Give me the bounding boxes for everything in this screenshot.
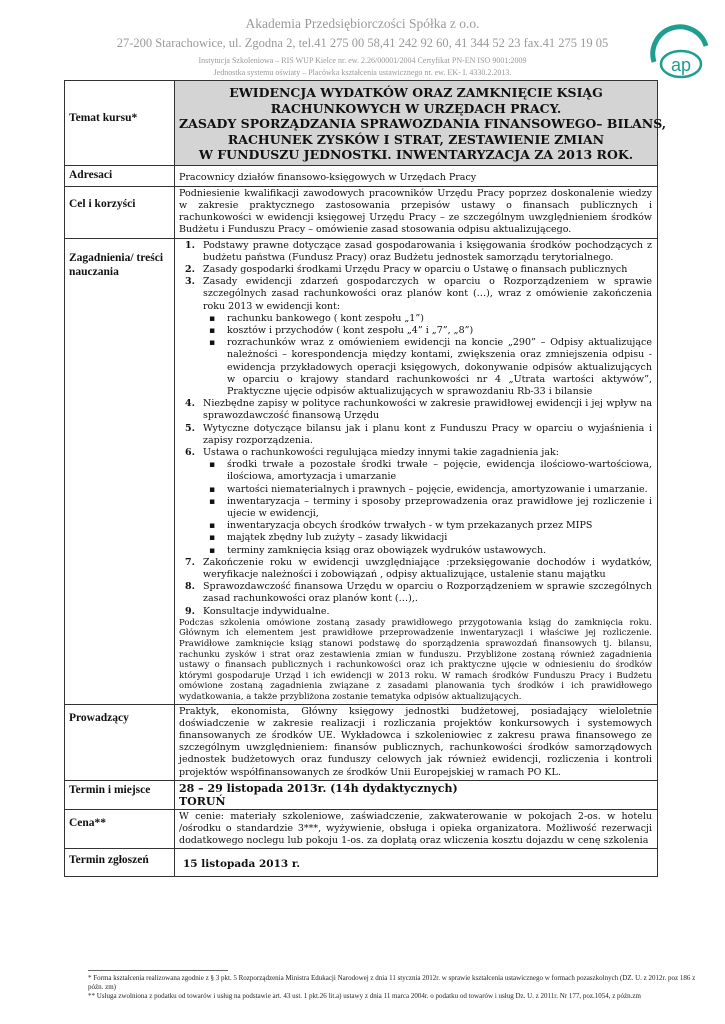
trainer-label: Prowadzący — [65, 704, 175, 780]
row-price — [65, 809, 658, 849]
registration-line-1: Instytucja Szkoleniowa – RIS WUP Kielce nr. ew. 2.26/00001/2004 Certyfikat PN-EN ISO 9001:2009 — [198, 56, 527, 65]
sub-item: ▪ terminy zamknięcia ksiąg oraz obowiązek wydruków ustawowych. — [203, 545, 652, 557]
registration-line-2: Jednostka systemu oświaty – Placówka kształcenia ustawicznego nr. ew. EK- I. 4330.2.2013. — [213, 68, 512, 77]
trainer-value: Praktyk, ekonomista, Główny księgowy jednostki budżetowej, posiadający wieloletnie doświadczenie w zakresie realizacji i rozliczania projektów konkursowych i systemowych finansowanych ze środków UE. Wykładowca i szkoleniowiec z zakresu prawa finansowego ze szczególnym uwzględnieniem: finansów publicznych, rachunkowości środków samorządowych jednostek budżetowych oraz funduszy celowych jak również ewidencji, rozliczenia i kontroli projektów współfinansowanych ze środków Unii Europejskiej w ramach PO KL. — [175, 704, 658, 780]
sub-item: ▪ rozrachunków wraz z omówieniem ewidencji na koncie „290” – Odpisy aktualizujące należności – korespondencja między kontami, zwiększenia oraz zmniejszenia odpisu - ewidencja przykładowych operacji księgowych, dokonywanie odpisów aktualizujących w oparciu o krajowy standard rachunkowości nr 4 „Utrata wartości aktywów”, Praktyczne ujęcie odpisów aktualizujących w sprawozdaniu Rb-33 i bilansie — [203, 337, 652, 398]
footnotes — [88, 974, 698, 1001]
deadline-label: Termin zgłoszeń — [65, 849, 175, 877]
price-value: W cenie: materiały szkoleniowe, zaświadczenie, zakwaterowanie w pokojach 2-os. w hotelu /ośrodku o standardzie 3***, wyżywienie, obsługa i opieka organizatora. Możliwość rezerwacji dodatkowego noclegu lub pokoju 1-os. za dopłatą oraz wliczenia kosztu dojazdu w cenę szkolenia — [175, 809, 658, 849]
row-goal — [65, 186, 658, 238]
topic-item: 3. Zasady ewidencji zdarzeń gospodarczych w oparciu o Rozporządzeniem w sprawie szczególnych zasad rachunkowości oraz planów kont (…), wraz z omówienie zakończenia roku 2013 w ewidencji kont: ▪ rachunku bankowego ( kont zespołu „1”) ▪ kosztów i przychodów ( kont zespołu „4” i „7”, „8”) ▪ rozrachunków wraz z omówieniem ewidencji na koncie „290” – Odpisy aktualizujące należności – korespondencja między kontami, zwiększenia oraz zmniejszenia odpisu - ewidencja przykładowych operacji księgowych, dokonywanie odpisów aktualizujących w oparciu o krajowy standard rachunkowości nr 4 „Utrata wartości aktywów”, Praktyczne ujęcie odpisów aktualizujących w sprawozdaniu Rb-33 i bilansie — [179, 276, 652, 398]
topics-list — [179, 240, 652, 618]
sub-item: ▪ środki trwałe a pozostałe środki trwałe – pojęcie, ewidencja ilościowo-wartościowa, ilościowa, amortyzacja i umarzanie — [203, 459, 652, 483]
course-place: TORUŃ — [179, 794, 226, 808]
topic-item: 2. Zasady gospodarki środkami Urzędu Pracy w oparciu o Ustawę o finansach publicznych — [185, 263, 628, 275]
deadline-value — [175, 849, 658, 877]
row-trainer — [65, 704, 658, 780]
title-line: RACHUNEK ZYSKÓW I STRAT, ZESTAWIENIE ZMIAN — [227, 131, 605, 147]
topic-item: 8. Sprawozdawczość finansowa Urzędu w oparciu o Rozporządzeniem w sprawie szczególnych zasad rachunkowości oraz planów kont (…),. — [185, 581, 652, 605]
title-label: Temat kursu* — [65, 81, 175, 166]
title-line: RACHUNKOWYCH W URZĘDACH PRACY. — [270, 100, 562, 116]
footnote-divider — [88, 970, 228, 971]
footnote-1: * Forma kształcenia realizowana zgodnie z § 3 pkt. 5 Rozporządzenia Ministra Edukacji Narodowej z dnia 11 stycznia 2012r. w sprawie kształcenia ustawicznego w formach pozaszkolnych (DZ. U. z 2012r. poz 186 z późn. zm) — [88, 974, 696, 991]
topic-6-sublist — [203, 459, 652, 557]
title-line: W FUNDUSZU JEDNOSTKI. INWENTARYZACJA ZA 2013 ROK. — [198, 147, 634, 162]
addressees-text: Pracownicy działów finansowo-księgowych w Urzędach Pracy — [179, 171, 477, 183]
topics-summary-note: Podczas szkolenia omówione zostaną zasady prawidłowego przygotowania ksiąg do zamknięcia roku. Głównym ich elementem jest prawidłowe przeprowadzenie inwentaryzacji i właściwe jej rozliczenie. Prawidłowe zamknięcie ksiąg stanowi podstawę do sporządzenia sprawozdań finansowych tj. bilansu, rachunku zysków i strat oraz zestawienia zmian w funduszu. Przybliżone zostaną również zagadnienia ustawy o finansach publicznych i rachunkowości oraz ich praktyczne ujęcie w odniesieniu do środków którymi gospodaruje Urząd i ich ewidencji w 2013 roku. W ramach środków Funduszu Pracy i Budżetu omówione zostaną zagadnienia związane z zasadami planowania tych środków i ich prawidłowego wydatkowania, a także przybliżona zostanie tematyka odpisów aktualizujących. — [179, 617, 652, 702]
sub-item: ▪ majątek zbędny lub zużyty – zasady likwidacji — [203, 532, 652, 544]
price-label: Cena** — [65, 809, 175, 849]
course-date: 28 – 29 listopada 2013r. (14h dydaktycznych) — [179, 781, 458, 795]
sub-item: ▪ wartości niematerialnych i prawnych – pojęcie, ewidencja, amortyzowanie i umarzanie. — [203, 484, 652, 496]
title-line: EWIDENCJA WYDATKÓW ORAZ ZAMKNIĘCIE KSIĄG — [229, 85, 603, 100]
company-address: 27-200 Starachowice, ul. Zgodna 2, tel.41 275 00 58,41 242 92 60, 41 344 52 23 fax.41 275 19 05 — [116, 36, 609, 50]
topic-3-sublist — [203, 313, 652, 398]
logo-text: ap — [670, 55, 692, 75]
topics-value — [175, 238, 658, 704]
topic-item: 4. Niezbędne zapisy w polityce rachunkowości w zakresie prawidłowej ewidencji i jej wpływ na sprawozdawczość finansową Urzędu — [185, 398, 652, 422]
company-logo — [648, 22, 714, 88]
footnote-2: ** Usługa zwolniona z podatku od towarów i usług na podstawie art. 43 ust. 1 pkt.26 lit.a) ustawy z dnia 11 marca 2004r. o podatku od towarów i usług Dz. U. z 2011r. Nr 177, poz.1054, z późn.zm — [88, 992, 641, 1000]
row-topics — [65, 238, 658, 704]
sub-item: ▪ rachunku bankowego ( kont zespołu „1”) — [203, 313, 652, 325]
topic-item: 9. Konsultacje indywidualne. — [185, 605, 330, 617]
row-date — [65, 780, 658, 809]
course-table — [64, 80, 667, 877]
row-deadline — [65, 849, 658, 877]
sub-item: ▪ inwentaryzacja obcych środków trwałych - w tym przekazanych przez MIPS — [203, 520, 652, 532]
course-title — [175, 81, 667, 166]
date-value — [175, 780, 658, 809]
deadline-text: 15 listopada 2013 r. — [183, 858, 301, 871]
topics-label: Zagadnienia/ treści nauczania — [65, 238, 175, 704]
row-title — [65, 81, 658, 166]
topic-item: 5. Wytyczne dotyczące bilansu jak i planu kont z Funduszu Pracy w oparciu o wyjaśnienia i zapisy rozporządzenia. — [185, 422, 652, 446]
sub-item: ▪ inwentaryzacja – terminy i sposoby przeprowadzenia oraz prawidłowe jej rozliczenie i ujecie w ewidencji, — [203, 496, 652, 520]
topic-item: 6. Ustawa o rachunkowości regulująca miedzy innymi takie zagadnienia jak: ▪ środki trwałe a pozostałe środki trwałe – pojęcie, ewidencja ilościowo-wartościowa, ilościowa, amortyzacja i umarzanie ▪ wartości niematerialnych i prawnych – pojęcie, ewidencja, amortyzowanie i umarzanie. ▪ inwentaryzacja – terminy i sposoby przeprowadzenia oraz prawidłowe jej rozliczenie i ujecie w ewidencji, ▪ inwentaryzacja obcych środków trwałych - w tym przekazanych przez MIPS ▪ majątek zbędny lub zużyty – zasady likwidacji ▪ terminy zamknięcia ksiąg oraz obowiązek wydruków ustawowych. — [179, 447, 652, 557]
topic-item: 1. Podstawy prawne dotyczące zasad gospodarowania i księgowania środków pochodzących z budżetu państwa (Fundusz Pracy) oraz Budżetu jednostek samorządu terytorialnego. — [185, 239, 652, 263]
company-name: Akademia Przedsiębiorczości Spółka z o.o. — [245, 16, 480, 31]
date-label: Termin i miejsce — [65, 780, 175, 809]
addressees-value — [175, 165, 658, 186]
sub-item: ▪ kosztów i przychodów ( kont zespołu „4” i „7”, „8”) — [203, 325, 652, 337]
addressees-label: Adresaci — [65, 165, 175, 186]
row-addressees — [65, 165, 658, 186]
goal-value: Podniesienie kwalifikacji zawodowych pracowników Urzędu Pracy poprzez doskonalenie wiedzy w zakresie praktycznego zastosowania przepisów ustawy o finansach publicznych i rachunkowości w ewidencji księgowej Urzędu Pracy – ze szczególnym uwzględnieniem środków Budżetu i Funduszu Pracy – omówienie zasad stosowania odpisu aktualizującego. — [175, 186, 658, 238]
title-line: ZASADY SPORZĄDZANIA SPRAWOZDANIA FINANSOWEGO– BILANS, — [179, 116, 667, 131]
topic-item: 7. Zakończenie roku w ewidencji uwzględniające :przeksięgowanie dochodów i wydatków, weryfikacje należności i zobowiązań , odpisy aktualizujące, ustalenie stanu majątku — [185, 556, 652, 580]
goal-label: Cel i korzyści — [65, 186, 175, 238]
